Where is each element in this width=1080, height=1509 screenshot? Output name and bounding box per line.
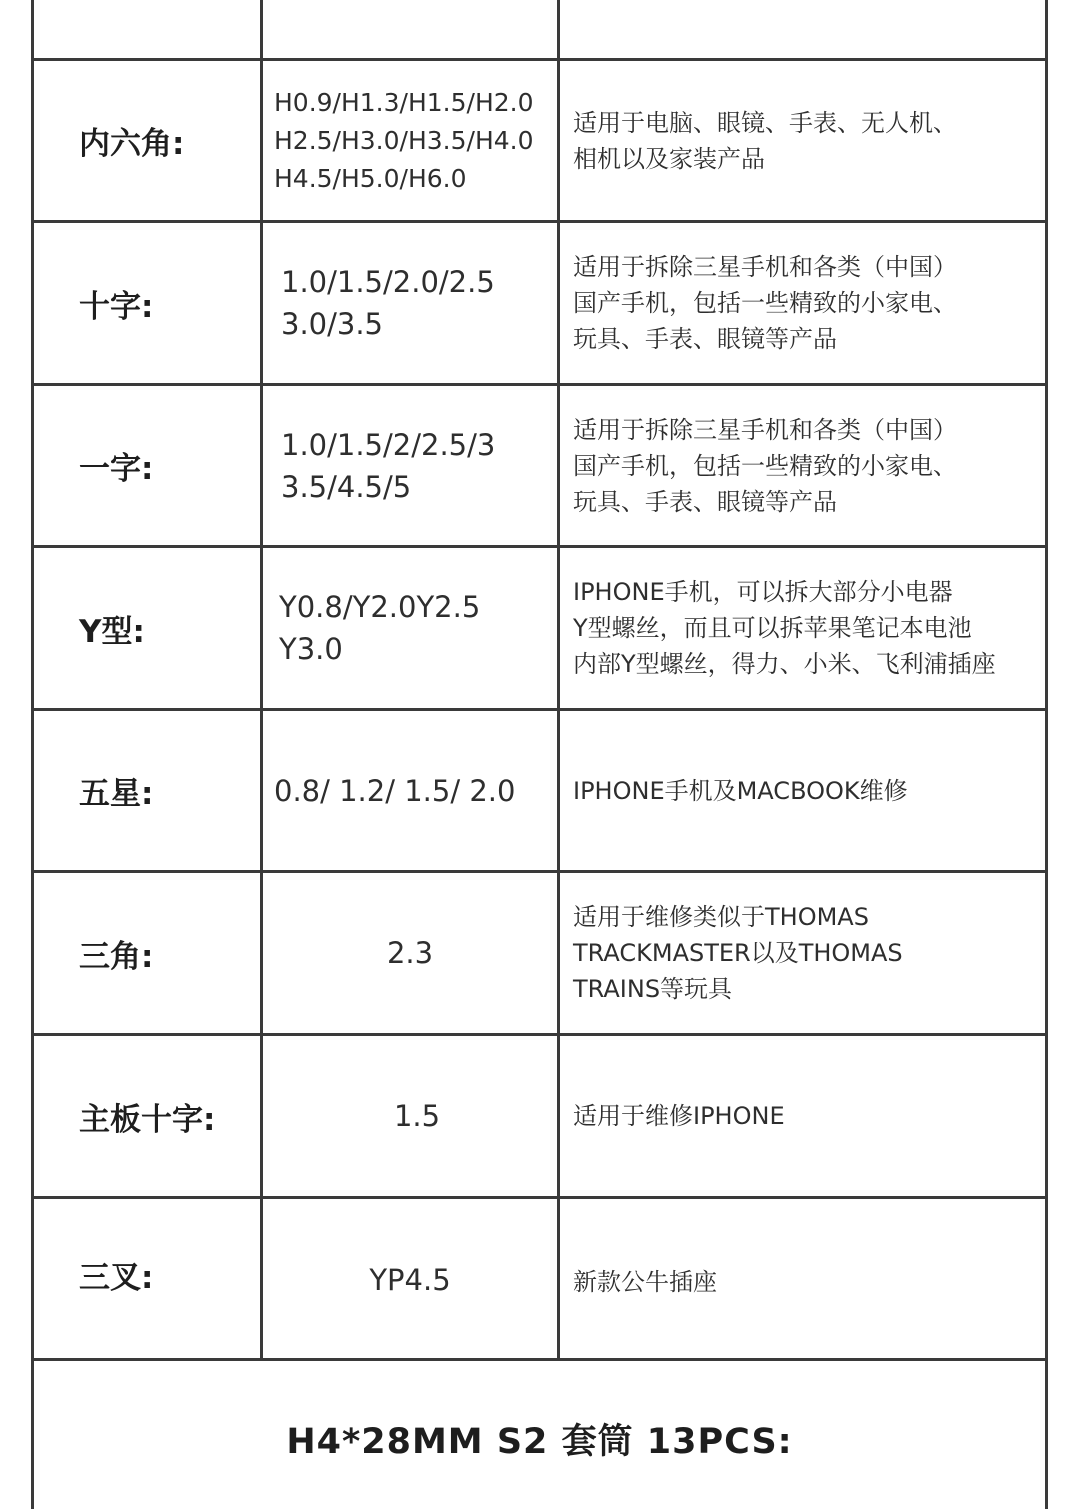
tool-usage: 适用于拆除三星手机和各类（中国） 国产手机，包括一些精致的小家电、 玩具、手表、眼镜等产品: [573, 415, 957, 516]
tool-type-label: 五星:: [79, 776, 154, 812]
tool-type-label: 三叉:: [79, 1259, 154, 1296]
tool-spec: 1.0/1.5/2.0/2.5 3.0/3.5: [281, 265, 495, 341]
tool-spec: 2.3: [386, 936, 434, 970]
tool-spec: Y0.8/Y2.0Y2.5 Y3.0: [279, 590, 481, 666]
tool-spec: 1.5: [393, 1099, 441, 1133]
tool-spec: YP4.5: [369, 1263, 451, 1297]
tool-spec: 1.0/1.5/2/2.5/3 3.5/4.5/5: [281, 427, 496, 504]
tool-type-label: 十字:: [79, 288, 154, 325]
socket-set-title: H4*28MM S2 套筒 13PCS:: [286, 1422, 793, 1462]
tool-usage: 适用于电脑、眼镜、手表、无人机、 相机以及家装产品: [573, 108, 957, 173]
tool-type-label: 主板十字:: [79, 1101, 216, 1138]
tool-usage: 适用于维修IPHONE: [573, 1102, 785, 1130]
tool-type-label: Y型:: [79, 613, 145, 650]
tool-spec: H0.9/H1.3/H1.5/H2.0 H2.5/H3.0/H3.5/H4.0 H4.5/H5.0/H6.0: [274, 87, 534, 193]
tool-usage: IPHONE手机及MACBOOK维修: [573, 776, 908, 805]
tool-usage: 适用于维修类似于THOMAS TRACKMASTER以及THOMAS TRAINS等玩具: [573, 903, 903, 1003]
tool-usage: 适用于拆除三星手机和各类（中国） 国产手机，包括一些精致的小家电、 玩具、手表、眼镜等产品: [573, 253, 957, 353]
tool-type-label: 一字:: [79, 451, 154, 487]
tool-usage: IPHONE手机，可以拆大部分小电器 Y型螺丝，而且可以拆苹果笔记本电池 内部Y型螺丝，得力、小米、飞利浦插座: [573, 578, 996, 678]
tool-spec: 0.8/ 1.2/ 1.5/ 2.0: [274, 773, 516, 808]
tool-type-label: 内六角:: [79, 126, 185, 162]
spec-table: [31, 0, 1048, 1509]
tool-type-label: 三角:: [79, 938, 154, 975]
tool-usage: 新款公牛插座: [573, 1268, 717, 1296]
